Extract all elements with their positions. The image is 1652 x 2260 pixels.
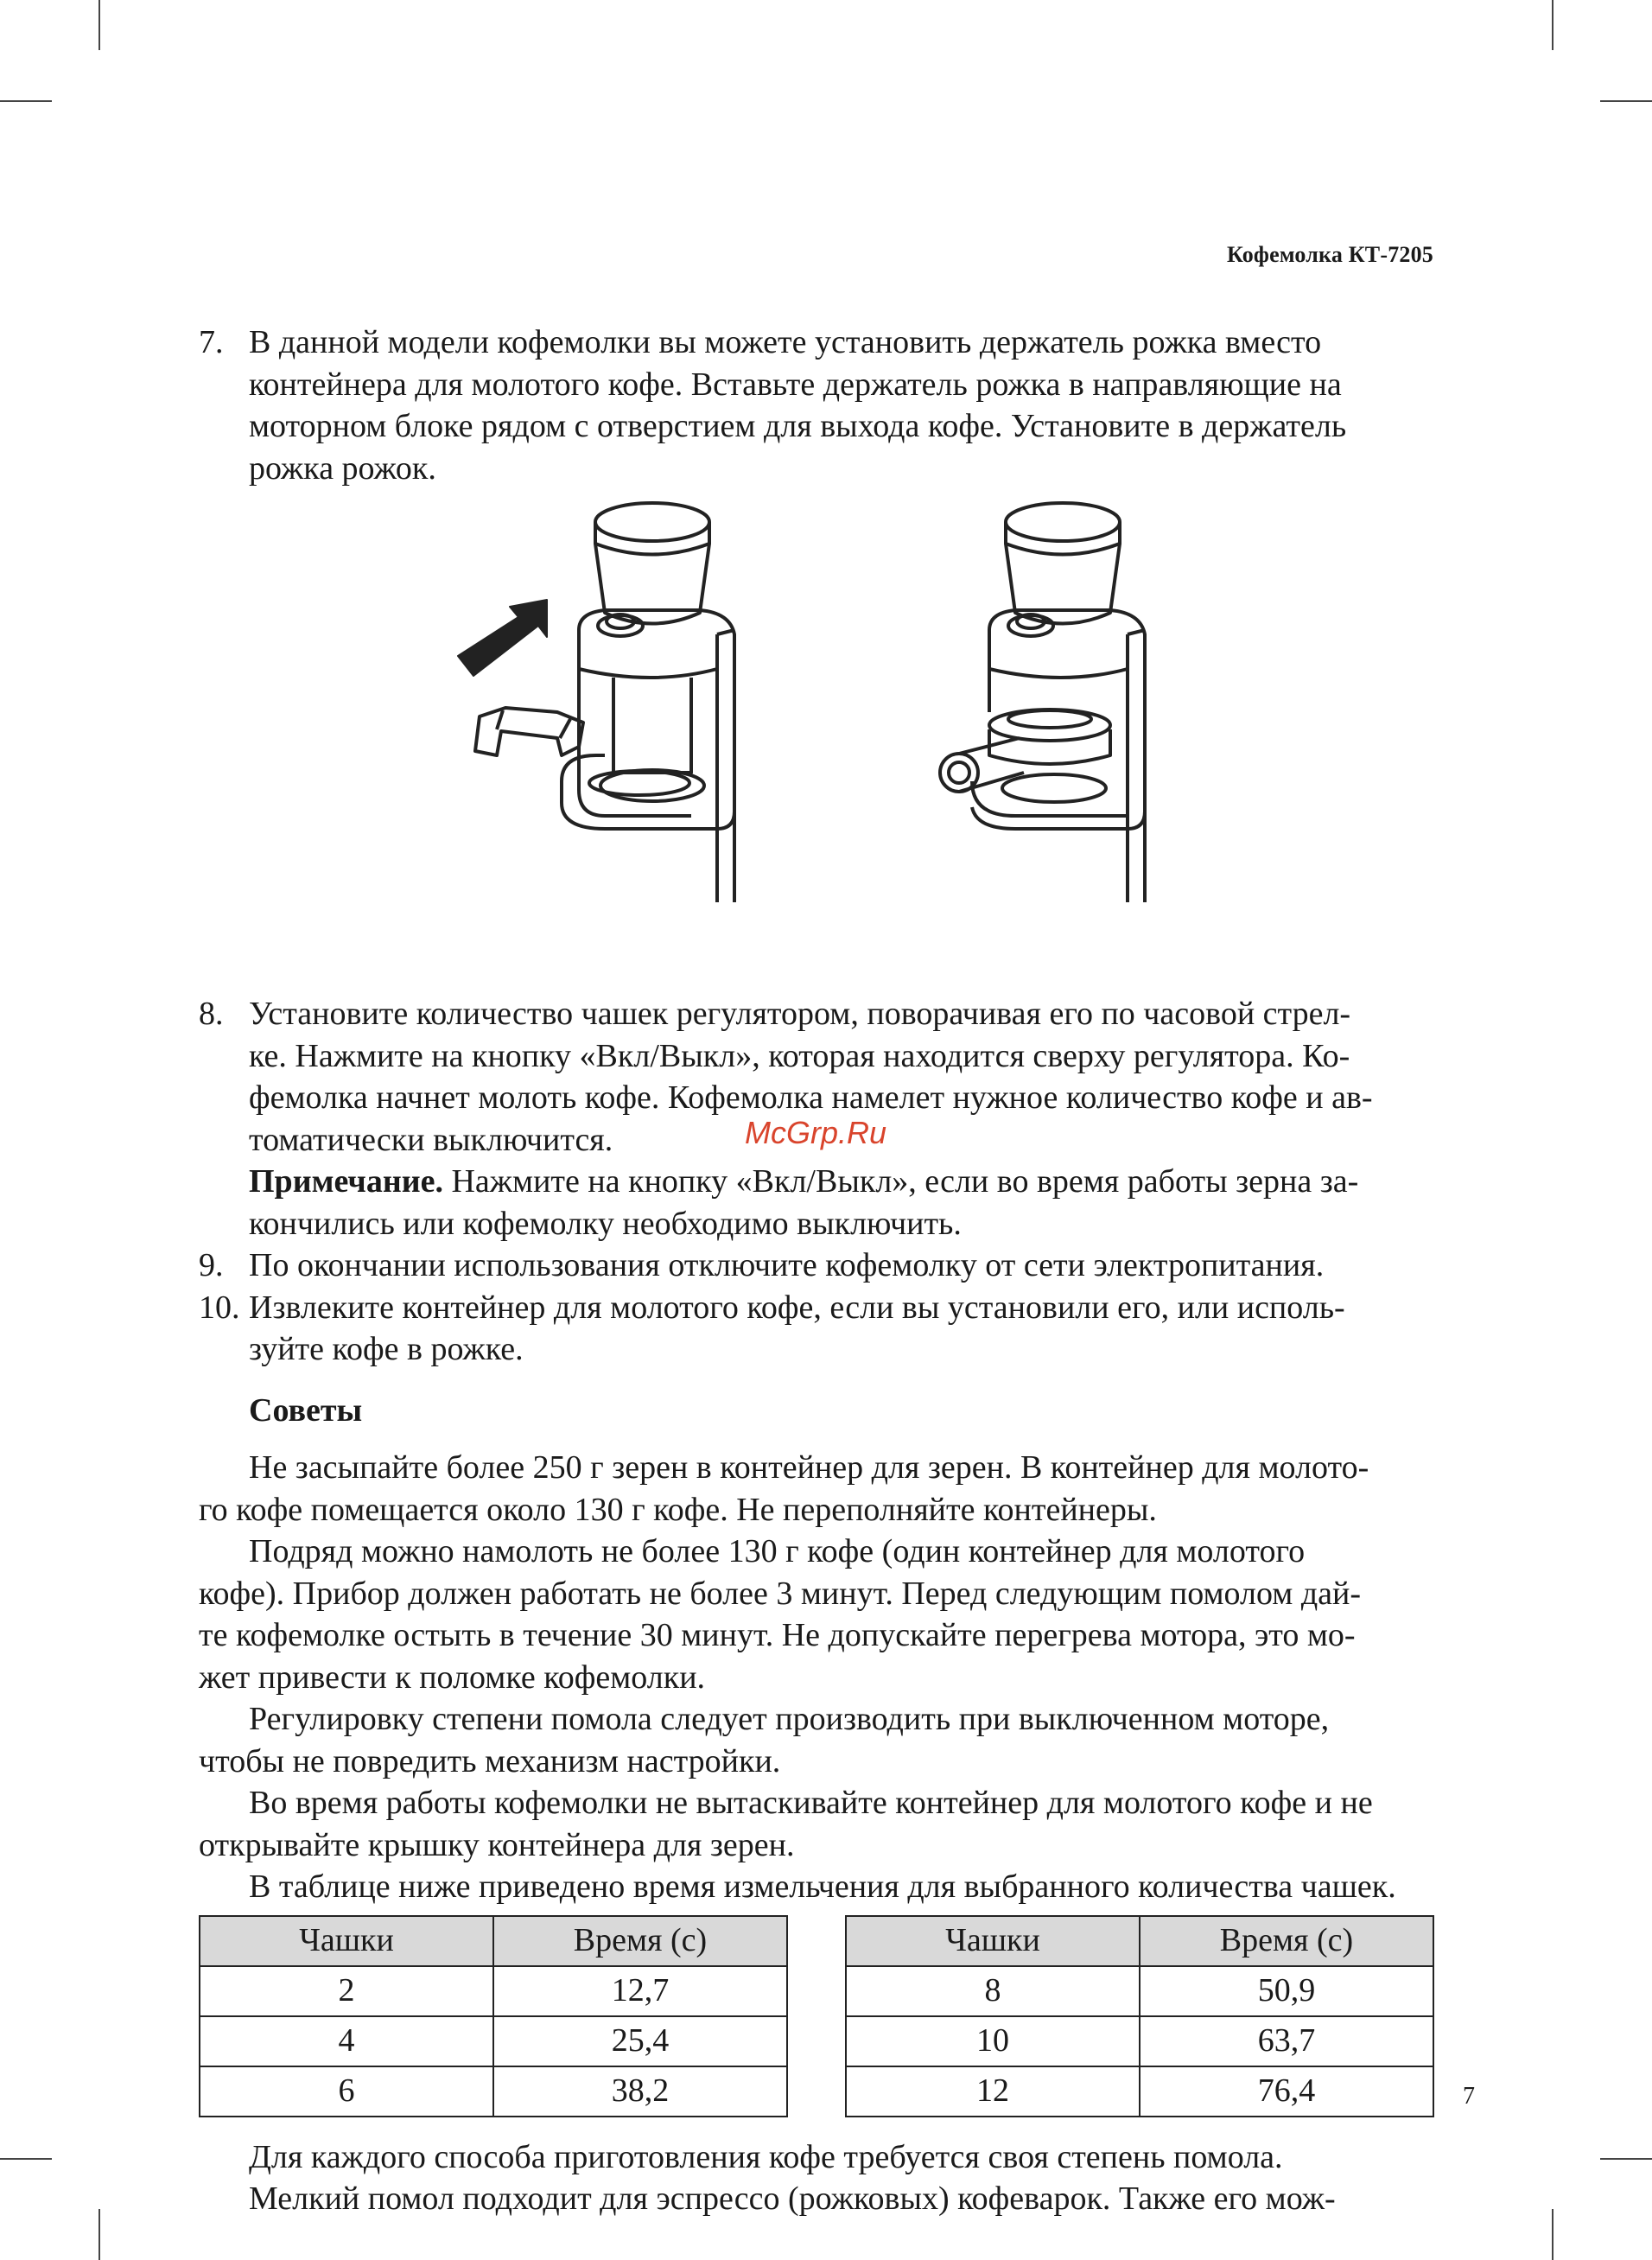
tips-paragraph: [199, 1698, 1434, 1782]
crop-mark: [0, 2158, 52, 2160]
arrow-icon: [458, 600, 547, 676]
column-header: Чашки: [846, 1916, 1140, 1966]
text-line: томатически выключится.: [249, 1121, 613, 1158]
text-line: открывайте крышку контейнера для зерен.: [199, 1826, 795, 1863]
tips-paragraph: [199, 1447, 1434, 1531]
crop-mark: [1552, 2209, 1554, 2260]
portafilter-holder-icon: [475, 708, 583, 755]
table-header-row: [200, 1916, 787, 1966]
closing-paragraph: Для каждого способа приготовления кофе требуется своя степень помола.: [249, 2138, 1283, 2175]
table-cell: 2: [200, 1966, 493, 2016]
table-cell: 8: [846, 1966, 1140, 2016]
page-number: 7: [1463, 2083, 1475, 2110]
text-line: моторном блоке рядом с отверстием для выхода кофе. Установите в держатель: [249, 408, 1347, 444]
watermark: McGrp.Ru: [745, 1115, 887, 1150]
section-title-tips: Советы: [249, 1391, 363, 1429]
text-line: фемолка начнет молоть кофе. Кофемолка намелет нужное количество кофе и ав-: [249, 1079, 1373, 1116]
grind-time-tables: [199, 1915, 1434, 2124]
grind-time-table-right: [845, 1915, 1434, 2117]
table-cell: 63,7: [1140, 2016, 1433, 2066]
text-line: По окончании использования отключите кофемолку от сети электропитания.: [249, 1247, 1325, 1283]
tips-paragraph: В таблице ниже приведено время измельчения для выбранного количества чашек.: [249, 1868, 1396, 1905]
text-line: Подряд можно намолоть не более 130 г кофе (один контейнер для молотого: [249, 1533, 1306, 1569]
text-line: Во время работы кофемолки не вытаскивайте контейнер для молотого кофе и не: [249, 1785, 1373, 1821]
text-line: контейнера для молотого кофе. Вставьте держатель рожка в направляющие на: [249, 366, 1342, 403]
text-line: зуйте кофе в рожке.: [249, 1331, 524, 1367]
grinder-right-icon: [940, 503, 1145, 902]
table-cell: 25,4: [493, 2016, 787, 2066]
note-label: Примечание.: [249, 1163, 443, 1200]
column-header: Время (с): [1140, 1916, 1433, 1966]
grind-time-table-left: [199, 1915, 788, 2117]
illustration: [199, 496, 1434, 993]
crop-mark: [98, 0, 100, 50]
text-line: чтобы не повредить механизм настройки.: [199, 1742, 781, 1779]
table-cell: 6: [200, 2066, 493, 2117]
note-text: кончились или кофемолку необходимо выключить.: [249, 1205, 962, 1242]
table-cell: 38,2: [493, 2066, 787, 2117]
list-number: 9.: [199, 1247, 224, 1283]
text-line: рожка рожок.: [249, 449, 436, 487]
table-cell: 12: [846, 2066, 1140, 2117]
table-cell: 10: [846, 2016, 1140, 2066]
crop-mark: [1552, 0, 1554, 50]
text-line: Извлеките контейнер для молотого кофе, если вы установили его, или исполь-: [249, 1289, 1345, 1326]
tips-paragraph: [199, 1782, 1434, 1866]
text-line: кофе). Прибор должен работать не более 3 минут. Перед следующим помолом дай-: [199, 1575, 1362, 1612]
text-line: В данной модели кофемолки вы можете установить держатель рожка вместо: [249, 324, 1322, 360]
crop-mark: [0, 100, 52, 102]
column-header: Чашки: [200, 1916, 493, 1966]
note-block: [199, 1161, 1434, 1245]
page-header-title: Кофемолка КТ-7205: [1226, 242, 1433, 267]
grinder-illustration: [199, 496, 1434, 993]
tips-paragraph: [199, 1531, 1434, 1698]
list-item-10: [199, 1287, 1434, 1371]
list-number: 10.: [199, 1289, 240, 1326]
list-number: 7.: [199, 324, 224, 360]
text-line: жет привести к поломке кофемолки.: [199, 1658, 706, 1696]
table-cell: 12,7: [493, 1966, 787, 2016]
column-header: Время (с): [493, 1916, 787, 1966]
page-content: [199, 321, 1434, 2220]
table-row: [846, 1966, 1433, 2016]
list-item-9: [199, 1245, 1434, 1287]
list-number: 8.: [199, 996, 224, 1032]
table-row: [200, 1966, 787, 2016]
text-line: Не засыпайте более 250 г зерен в контейнер для зерен. В контейнер для молото-: [249, 1449, 1369, 1486]
table-row: [200, 2066, 787, 2117]
text-line: те кофемолке остыть в течение 30 минут. Не допускайте перегрева мотора, это мо-: [199, 1617, 1356, 1653]
table-row: [846, 2066, 1433, 2117]
table-row: [200, 2016, 787, 2066]
table-cell: 50,9: [1140, 1966, 1433, 2016]
crop-mark: [98, 2209, 100, 2260]
table-row: [846, 2016, 1433, 2066]
text-line: ке. Нажмите на кнопку «Вкл/Выкл», которая находится сверху регулятора. Ко-: [249, 1037, 1350, 1074]
text-line: Регулировку степени помола следует производить при выключенном моторе,: [249, 1701, 1330, 1737]
text-line: го кофе помещается около 130 г кофе. Не переполняйте контейнеры.: [199, 1491, 1157, 1528]
grinder-left-icon: [562, 503, 734, 902]
table-cell: 76,4: [1140, 2066, 1433, 2117]
closing-paragraph: Мелкий помол подходит для эспрессо (рожковых) кофеварок. Также его мож-: [249, 2180, 1336, 2217]
table-header-row: [846, 1916, 1433, 1966]
note-text: Нажмите на кнопку «Вкл/Выкл», если во время работы зерна за-: [442, 1163, 1359, 1200]
crop-mark: [1600, 2158, 1652, 2160]
table-cell: 4: [200, 2016, 493, 2066]
list-item-7: [199, 321, 1434, 489]
crop-mark: [1600, 100, 1652, 102]
text-line: Установите количество чашек регулятором, поворачивая его по часовой стрел-: [249, 996, 1351, 1032]
